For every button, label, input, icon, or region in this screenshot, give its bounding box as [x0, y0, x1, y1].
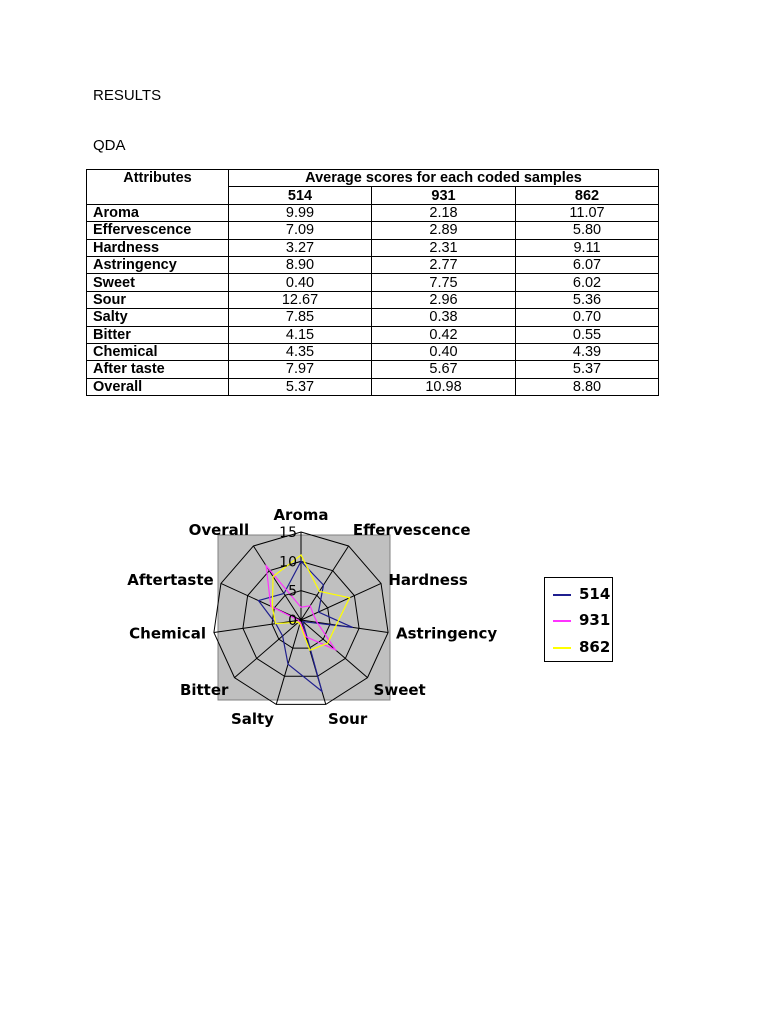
score-cell: 0.40 [372, 343, 516, 360]
category-label: Salty [230, 710, 274, 729]
score-cell: 8.80 [516, 378, 659, 395]
score-cell: 6.02 [516, 274, 659, 291]
score-cell: 0.38 [372, 309, 516, 326]
samples-group-header: Average scores for each coded samples [229, 170, 659, 187]
attribute-cell: Chemical [87, 343, 229, 360]
category-label: Chemical [129, 624, 206, 643]
score-cell: 9.99 [229, 204, 372, 221]
legend-line [553, 647, 571, 649]
category-label: Aftertaste [127, 571, 214, 590]
attribute-cell: Sweet [87, 274, 229, 291]
score-cell: 2.31 [372, 239, 516, 256]
score-cell: 4.15 [229, 326, 372, 343]
legend-line [553, 594, 571, 596]
legend-label: 514 [579, 585, 611, 603]
attribute-cell: Bitter [87, 326, 229, 343]
legend-label: 862 [579, 638, 611, 656]
sample-header: 931 [372, 187, 516, 204]
sample-header: 514 [229, 187, 372, 204]
score-cell: 0.40 [229, 274, 372, 291]
score-cell: 7.97 [229, 361, 372, 378]
sample-header: 862 [516, 187, 659, 204]
attributes-header: Attributes [87, 170, 229, 205]
tick-label: 5 [288, 583, 297, 600]
score-cell: 7.75 [372, 274, 516, 291]
attribute-cell: Astringency [87, 256, 229, 273]
category-label: Sweet [373, 680, 426, 699]
score-cell: 2.18 [372, 204, 516, 221]
attribute-cell: Overall [87, 378, 229, 395]
tick-label: 15 [279, 525, 297, 541]
category-label: Effervescence [352, 521, 471, 540]
score-cell: 4.35 [229, 343, 372, 360]
attribute-cell: Effervescence [87, 222, 229, 239]
score-cell: 0.42 [372, 326, 516, 343]
score-cell: 3.27 [229, 239, 372, 256]
score-cell: 10.98 [372, 378, 516, 395]
score-cell: 5.67 [372, 361, 516, 378]
legend-item [551, 610, 611, 630]
legend-label: 931 [579, 611, 611, 629]
legend-item [551, 584, 611, 604]
legend-item [551, 637, 611, 657]
category-label: Sour [328, 710, 368, 729]
score-cell: 5.37 [229, 378, 372, 395]
attribute-cell: After taste [87, 361, 229, 378]
score-cell: 8.90 [229, 256, 372, 273]
results-heading: RESULTS [93, 87, 162, 104]
category-label: Bitter [179, 680, 229, 699]
tick-label: 10 [279, 554, 297, 571]
attribute-cell: Salty [87, 309, 229, 326]
attribute-cell: Aroma [87, 204, 229, 221]
score-cell: 11.07 [516, 204, 659, 221]
score-cell: 12.67 [229, 291, 372, 308]
score-cell: 9.11 [516, 239, 659, 256]
score-cell: 4.39 [516, 343, 659, 360]
score-cell: 6.07 [516, 256, 659, 273]
score-cell: 5.37 [516, 361, 659, 378]
score-cell: 7.85 [229, 309, 372, 326]
score-cell: 5.36 [516, 291, 659, 308]
score-cell: 2.89 [372, 222, 516, 239]
legend-line [553, 620, 571, 622]
category-label: Aroma [273, 506, 329, 524]
score-cell: 7.09 [229, 222, 372, 239]
score-cell: 0.55 [516, 326, 659, 343]
chart-legend [544, 577, 613, 662]
score-cell: 2.96 [372, 291, 516, 308]
category-label: Overall [188, 521, 250, 540]
category-label: Astringency [396, 624, 498, 643]
category-label: Hardness [388, 571, 468, 590]
attribute-cell: Hardness [87, 239, 229, 256]
score-cell: 0.70 [516, 309, 659, 326]
score-cell: 5.80 [516, 222, 659, 239]
attribute-cell: Sour [87, 291, 229, 308]
score-cell: 2.77 [372, 256, 516, 273]
tick-label: 0 [288, 613, 297, 629]
qda-heading: QDA [93, 137, 126, 154]
